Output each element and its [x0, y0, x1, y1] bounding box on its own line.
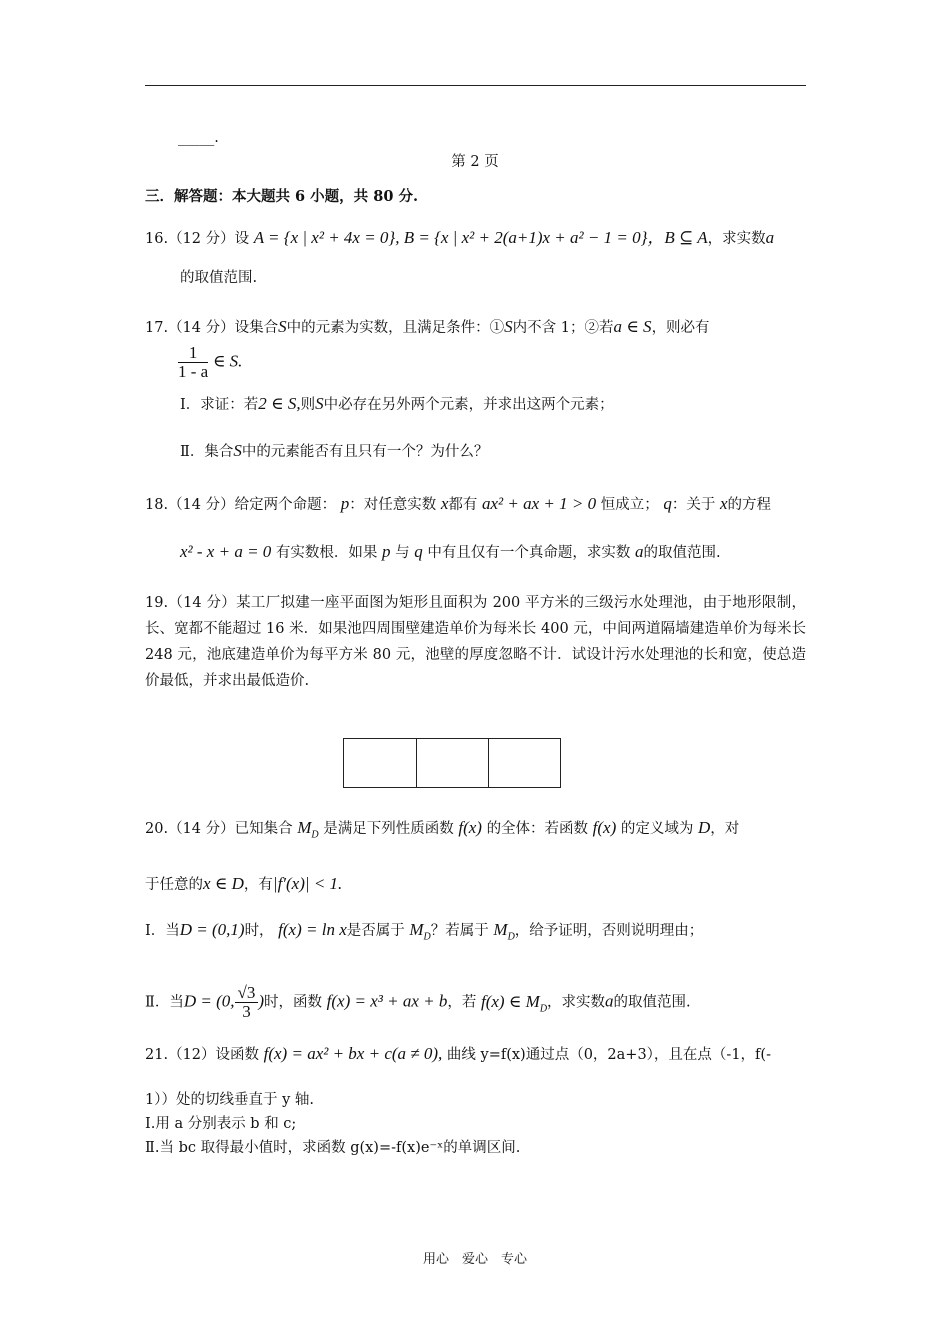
q20-p2-domain-left: D = (0, — [183, 991, 235, 1011]
q20-p2-range: 的取值范围. — [613, 994, 691, 1011]
q17-fraction — [178, 344, 208, 381]
q17-part2-rest: 中的元素能否有且只有一个？为什么？ — [241, 444, 489, 460]
q20-t3: 的定义域为 — [620, 821, 694, 837]
q20-line2a: 于任意的 — [145, 877, 203, 893]
q18-and: 与 — [395, 545, 410, 561]
q17-part1-then: 则 — [300, 397, 316, 413]
q17-set-s: S — [278, 317, 287, 336]
question-17-fraction — [178, 344, 242, 381]
q17-intro: （14 分）设集合 — [168, 320, 279, 336]
q18-one-true: 中有且仅有一个真命题，求实数 — [427, 545, 631, 561]
q20-p1-rest: ，给予证明，否则说明理由； — [514, 923, 704, 939]
q21-curve: 曲线 y=f(x)通过点（0，2a+3），且在点（-1，f(- — [446, 1047, 771, 1063]
q18-have: 都有 — [448, 497, 478, 513]
q18-a: a — [634, 542, 644, 561]
question-20-line1 — [145, 818, 739, 845]
q18-inequality: ax² + ax + 1 > 0 — [482, 494, 597, 513]
q20-d: D — [697, 818, 711, 837]
q17-in-s: ∈ S. — [212, 351, 243, 371]
q16-ask: ，求实数 — [707, 231, 766, 247]
q17-part1-label: Ⅰ．求证：若 — [180, 397, 259, 413]
q20-abs: |f′(x)| < 1. — [272, 874, 343, 893]
page-number: 第 2 页 — [451, 154, 499, 170]
q20-x-in-d: x ∈ D — [203, 874, 244, 893]
q20-fx-2: f(x) — [592, 818, 617, 837]
header-rule — [145, 85, 806, 86]
q17-frac-num: 1 — [178, 344, 208, 363]
q20-p2-a: a — [605, 991, 614, 1011]
q20-number: 20. — [145, 821, 169, 837]
tank-divider-2 — [488, 739, 489, 787]
q18-holds: 恒成立； — [600, 497, 659, 513]
q18-intro: （14 分）给定两个命题： — [168, 497, 337, 513]
q16-number: 16. — [145, 231, 169, 247]
q20-p2-domain-right: ) — [258, 991, 265, 1011]
q20-p1-md: $M_D$ — [409, 920, 431, 943]
question-16-line1 — [145, 228, 774, 249]
blank-answer-line: _____. — [178, 130, 219, 146]
q20-p1-domain: D = (0,1) — [179, 920, 245, 939]
q16-var: a — [765, 228, 775, 247]
q18-x-2: x — [719, 494, 728, 513]
question-20-line2 — [145, 874, 342, 895]
question-18-line1 — [145, 494, 771, 515]
q20-p2-when: 时，函数 — [264, 994, 323, 1011]
q20-p2-if: ，若 — [447, 994, 477, 1011]
question-21-part1: Ⅰ.用 a 分别表示 b 和 c; — [145, 1116, 297, 1132]
q21-number: 21. — [145, 1047, 169, 1063]
q18-x: x — [440, 494, 449, 513]
q20-p1-md-2: $M_D$ — [493, 920, 515, 943]
q20-line2b: ，有 — [243, 877, 273, 893]
question-21-line2: 1））处的切线垂直于 y 轴. — [145, 1092, 314, 1108]
section-heading: 三．解答题：本大题共 6 小题，共 80 分. — [145, 188, 419, 205]
q20-intro: （14 分）已知集合 — [168, 821, 293, 837]
question-20-part2 — [145, 984, 691, 1021]
question-18-line2 — [180, 542, 721, 563]
q17-text3: ，则必有 — [651, 320, 710, 336]
q18-eq-of: 的方程 — [727, 497, 771, 513]
question-21-line1 — [145, 1044, 771, 1065]
q16-score: （12 分）设 — [168, 231, 250, 247]
q20-md: $M_D$ — [297, 818, 319, 841]
q20-p1-belongs: 是否属于 — [346, 923, 405, 939]
question-20-part1 — [145, 920, 703, 947]
q20-p1-when: 时， — [244, 923, 274, 939]
q17-part1-s: S — [315, 394, 324, 413]
q17-text2: 内不含 1；②若 — [512, 320, 614, 336]
q17-part1-rest: 中必存在另外两个元素，并求出这两个元素； — [323, 397, 614, 413]
q17-number: 17. — [145, 320, 169, 336]
q17-frac-den: 1 - a — [178, 362, 209, 381]
q20-p1-q: ？若属于 — [430, 923, 489, 939]
q18-p-2: p — [382, 542, 391, 561]
tank-divider-1 — [416, 739, 417, 787]
q20-p2-ask: ，求实数 — [547, 994, 606, 1011]
q20-t4: ，对 — [710, 821, 740, 837]
q16-condition: ，B ⊆ A — [647, 228, 708, 247]
q18-q: q — [663, 494, 672, 513]
three-tank-diagram — [343, 738, 561, 788]
q18-range: 的取值范围. — [643, 545, 721, 561]
q17-text1: 中的元素为实数，且满足条件：① — [286, 320, 505, 336]
q18-p: p — [340, 494, 350, 513]
q20-p2-frac-den: 3 — [242, 1002, 251, 1021]
q18-colon: ： — [349, 497, 364, 513]
q18-equation: x² - x + a = 0 — [180, 542, 272, 561]
question-17-line1 — [145, 317, 710, 338]
q18-number: 18. — [145, 497, 169, 513]
q21-intro: （12）设函数 — [168, 1047, 260, 1063]
q20-fx: f(x) — [458, 818, 482, 837]
q18-colon-2: ： — [671, 497, 687, 513]
q18-q-2: q — [414, 542, 423, 561]
question-16-line2: 的取值范围. — [180, 270, 258, 286]
page-footer: 用心 爱心 专心 — [422, 1252, 527, 1267]
question-21-part2: Ⅱ.当 bc 取得最小值时，求函数 g(x)=-f(x)e⁻ˣ的单调区间. — [145, 1140, 521, 1156]
q21-func: f(x) = ax² + bx + c(a ≠ 0), — [263, 1044, 443, 1063]
q20-p1-label: Ⅰ．当 — [145, 923, 180, 939]
q18-has-root: 有实数根．如果 — [275, 545, 378, 561]
q17-condition: a ∈ S — [613, 317, 652, 336]
q20-p2-frac-num: √3 — [235, 984, 259, 1003]
q18-p-text: 对任意实数 — [363, 497, 437, 513]
q17-part2-label: Ⅱ．集合 — [180, 444, 234, 460]
q17-set-s-2: S — [504, 317, 513, 336]
q20-p2-func: f(x) = x³ + ax + b — [326, 991, 448, 1011]
q20-p2-in: f(x) ∈ $M_D$ — [480, 991, 548, 1014]
q16-set-b: , B = {x | x² + 2(a+1)x + a² − 1 = 0} — [395, 228, 648, 247]
q20-p2-fraction — [235, 984, 259, 1021]
q18-about: 关于 — [686, 497, 716, 513]
q17-part1-cond: 2 ∈ S, — [258, 394, 301, 413]
question-17-part2 — [180, 441, 488, 462]
question-19: 19.（14 分）某工厂拟建一座平面图为矩形且面积为 200 平方米的三级污水处理池，由于地形限制，长、宽都不能超过 16 米．如果池四周围壁建造单价为每米长 400 元，中间两道隔墙建造单价为每米长 248 元，池底建造单价为每平方米 80 元，池壁的厚度忽略不计．试设计污水处理池的长和宽，使总造价最低，并求出最低造价. — [145, 595, 806, 689]
q16-set-a: A = {x | x² + 4x = 0} — [253, 228, 396, 247]
question-17-part1 — [180, 394, 614, 415]
q17-part2-s: S — [233, 441, 242, 460]
q20-p2-label: Ⅱ．当 — [145, 994, 184, 1011]
q20-t1: 是满足下列性质函数 — [323, 821, 454, 837]
q20-t2: 的全体：若函数 — [486, 821, 589, 837]
q20-p1-func: f(x) = ln x — [278, 920, 347, 939]
